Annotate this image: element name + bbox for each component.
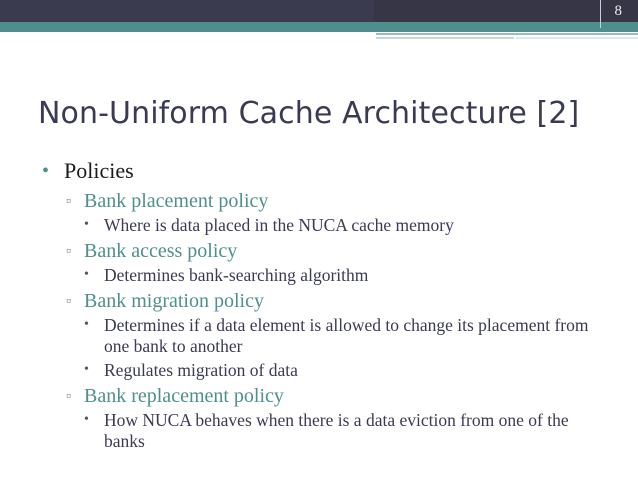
bullet-level2 (36, 289, 596, 314)
bullet-text: How NUCA behaves when there is a data eviction from one of the banks (104, 410, 569, 451)
header-right-block (374, 0, 638, 22)
bullet-level1 (36, 157, 596, 185)
bullet-text: Policies (64, 158, 134, 183)
bullet-text: Bank replacement policy (84, 385, 284, 407)
small-square-icon: ▫ (66, 294, 71, 309)
bullet-level2 (36, 384, 596, 409)
bullet-level3 (36, 410, 596, 452)
header-right-teal-band (376, 22, 638, 30)
bullet-level2 (36, 239, 596, 264)
small-dot-icon: • (84, 317, 89, 332)
bullet-level3 (36, 265, 596, 286)
small-dot-icon: • (84, 267, 89, 282)
bullet-level2 (36, 189, 596, 214)
bullet-text: Regulates migration of data (104, 360, 298, 380)
small-dot-icon: • (84, 217, 89, 232)
header-accent-line (516, 37, 638, 39)
header-divider (600, 0, 601, 28)
bullet-text: Bank access policy (84, 240, 238, 262)
bullet-level3 (36, 315, 596, 357)
slide-body (36, 157, 596, 455)
header-accent-line (376, 33, 638, 35)
small-square-icon: ▫ (66, 389, 71, 404)
bullet-text: Determines if a data element is allowed to change its placement from one bank to another (104, 315, 589, 356)
bullet-level3 (36, 360, 596, 381)
slide-title: Non-Uniform Cache Architecture [2] (38, 96, 580, 131)
small-dot-icon: • (84, 362, 89, 377)
small-dot-icon: • (84, 412, 89, 427)
header-accent-line (376, 37, 514, 39)
bullet-text: Where is data placed in the NUCA cache memory (104, 215, 454, 235)
bullet-text: Bank migration policy (84, 290, 264, 312)
small-square-icon: ▫ (66, 194, 71, 209)
bullet-dot-icon: • (42, 160, 50, 182)
page-number: 8 (614, 3, 622, 19)
bullet-text: Bank placement policy (84, 190, 269, 212)
bullet-text: Determines bank-searching algorithm (104, 265, 369, 285)
small-square-icon: ▫ (66, 244, 71, 259)
bullet-level3 (36, 215, 596, 236)
